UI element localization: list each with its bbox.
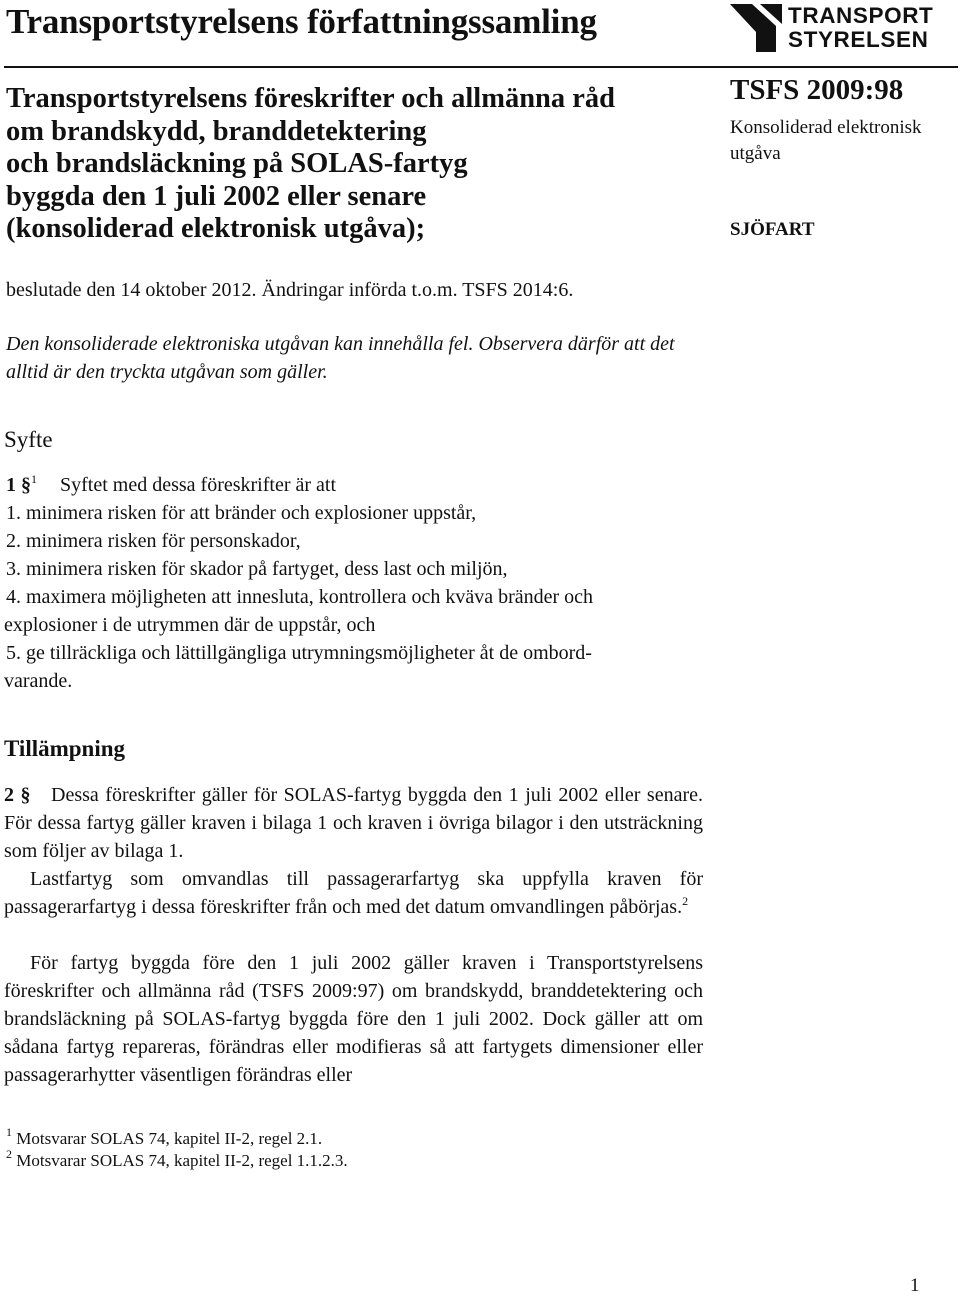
title-line: Transportstyrelsens föreskrifter och allmänna råd: [6, 83, 616, 114]
list-item: 5. ge tillräckliga och lättillgängliga utrymningsmöjligheter åt de ombord-: [6, 642, 592, 664]
section-intro-text: Syftet med dessa föreskrifter är att: [60, 474, 337, 496]
header-rule: [4, 66, 958, 68]
list-item-continued: explosioner i de utrymmen där de uppstår, och: [4, 614, 376, 636]
section-label: 2 §: [4, 784, 31, 806]
tsfs-number: TSFS 2009:98: [730, 74, 904, 106]
paragraph-text: Lastfartyg som omvandlas till passagerarfartyg ska uppfylla kraven för passagerarfartyg i dessa föreskrifter från och med det datum omvandlingen påbörjas.: [4, 868, 703, 918]
footnote: [6, 1147, 706, 1172]
transportstyrelsen-logo: [730, 4, 940, 54]
title-line: och brandsläckning på SOLAS-fartyg: [6, 148, 468, 179]
title-line: om brandskydd, branddetektering: [6, 115, 427, 147]
document-title: [6, 83, 696, 246]
edition-label: Konsoliderad elektronisk utgåva: [730, 117, 922, 164]
logo-line-2: STYRELSEN: [788, 27, 929, 52]
section-1-intro: [6, 471, 705, 499]
title-line: (konsoliderad elektronisk utgåva);: [6, 213, 426, 244]
list-item-continued: varande.: [4, 670, 73, 692]
paragraph-text: Dessa föreskrifter gäller för SOLAS-fartyg byggda den 1 juli 2002 eller senare. För dessa fartyg gäller kraven i bilaga 1 och kraven i övriga bilagor i den utsträckning som följer av bilaga 1.: [4, 784, 704, 862]
section-2-para-3: [4, 949, 703, 1089]
footnote-text: Motsvarar SOLAS 74, kapitel II-2, regel 1.1.2.3.: [16, 1151, 348, 1170]
section-2-para-1: [4, 781, 703, 865]
footnote-ref: 2: [682, 894, 689, 908]
decided-line: beslutade den 14 oktober 2012. Ändringar införda t.o.m. TSFS 2014:6.: [6, 279, 574, 301]
title-line: byggda den 1 juli 2002 eller senare: [6, 180, 427, 212]
disclaimer: Den konsoliderade elektroniska utgåvan kan innehålla fel. Observera därför att det alltid är den tryckta utgåvan som gäller.: [6, 333, 675, 383]
list-item: 2. minimera risken för personskador,: [6, 530, 301, 552]
area-label: SJÖFART: [730, 219, 815, 240]
logo-wordmark: [788, 4, 933, 52]
footnote-text: Motsvarar SOLAS 74, kapitel II-2, regel 2.1.: [16, 1129, 323, 1148]
list-item: 4. maximera möjligheten att innesluta, kontrollera och kväva bränder och: [6, 586, 594, 608]
series-title: Transportstyrelsens författningssamling: [6, 2, 597, 41]
page-number: 1: [910, 1275, 920, 1296]
footnote-ref: 1: [31, 472, 37, 486]
list-item: 1. minimera risken för att bränder och explosioner uppstår,: [6, 502, 477, 524]
footnotes: [6, 1125, 706, 1172]
footnote: [6, 1125, 706, 1150]
footnote-number: 2: [6, 1147, 12, 1161]
paragraph-text: För fartyg byggda före den 1 juli 2002 gäller kraven i Transportstyrelsens föreskrifter och allmänna råd (TSFS 2009:97) om brandskydd, branddetektering och brandsläckning på SOLAS-fartyg byggda före den 1 juli 2002. Dock gäller att om sådana fartyg repareras, förändras eller modifieras så att fartygets dimensioner eller passagerarhytter väsentligen förändras eller: [4, 952, 703, 1086]
heading-tillampning: Tillämpning: [4, 736, 126, 761]
heading-syfte: Syfte: [4, 427, 53, 452]
logo-mark-icon: [730, 4, 784, 52]
section-2-para-2: [4, 865, 703, 921]
logo-line-1: TRANSPORT: [788, 3, 934, 28]
list-item: 3. minimera risken för skador på fartyget, dess last och miljön,: [6, 558, 508, 580]
footnote-number: 1: [6, 1125, 12, 1139]
section-label: 1 §: [6, 474, 31, 496]
